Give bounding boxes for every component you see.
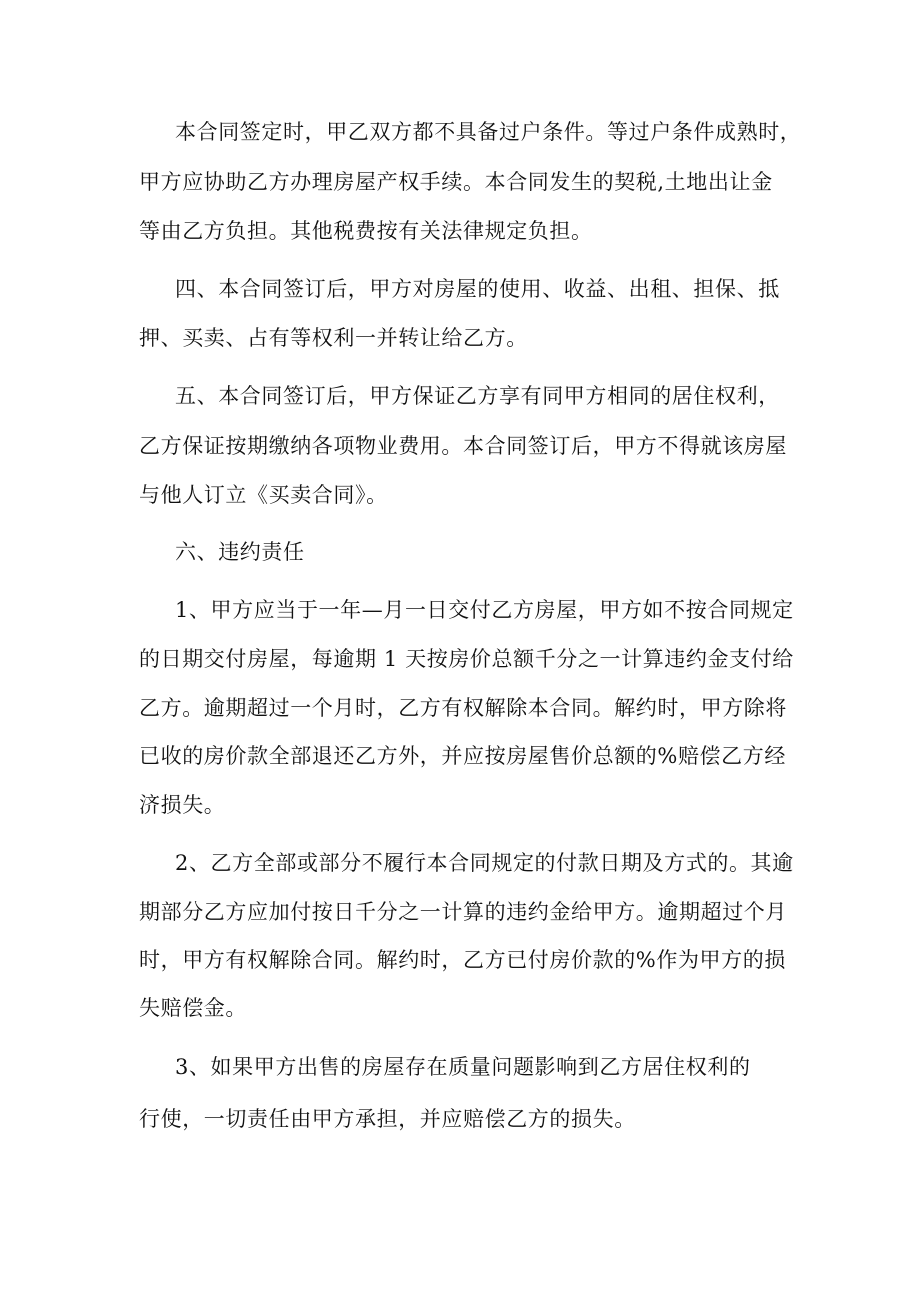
text-line: 甲方应协助乙方办理房屋产权手续。本合同发生的契税,土地出让金 bbox=[139, 170, 773, 194]
text-line: 五、本合同签订后，甲方保证乙方享有同甲方相同的居住权利， bbox=[175, 384, 780, 408]
text-line: 时，甲方有权解除合同。解约时，乙方已付房价款的%作为甲方的损 bbox=[139, 948, 786, 972]
text-line: 乙方。逾期超过一个月时，乙方有权解除本合同。解约时，甲方除将 bbox=[139, 696, 787, 720]
text-line: 济损失。 bbox=[139, 793, 226, 817]
text-line: 失赔偿金。 bbox=[139, 996, 247, 1020]
text-line: 四、本合同签订后，甲方对房屋的使用、收益、出租、担保、抵 bbox=[175, 277, 780, 301]
text-line: 3、如果甲方出售的房屋存在质量问题影响到乙方居住权利的 bbox=[175, 1055, 751, 1079]
text-line: 行使，一切责任由甲方承担，并应赔偿乙方的损失。 bbox=[139, 1107, 636, 1131]
text-line: 已收的房价款全部退还乙方外，并应按房屋售价总额的%赔偿乙方经 bbox=[139, 744, 786, 768]
text-line: 本合同签定时，甲乙双方都不具备过户条件。等过户条件成熟时， bbox=[175, 120, 802, 144]
text-line: 押、买卖、占有等权利一并转让给乙方。 bbox=[139, 326, 528, 350]
text-line: 1、甲方应当于一年—月一日交付乙方房屋，甲方如不按合同规定 bbox=[175, 598, 794, 622]
text-line: 的日期交付房屋，每逾期 1 天按房价总额千分之一计算违约金支付给 bbox=[139, 647, 794, 671]
text-line: 与他人订立《买卖合同》。 bbox=[139, 483, 388, 507]
text-line: 2、乙方全部或部分不履行本合同规定的付款日期及方式的。其逾 bbox=[175, 851, 794, 875]
text-line: 期部分乙方应加付按日千分之一计算的违约金给甲方。逾期超过个月 bbox=[139, 900, 787, 924]
text-line: 乙方保证按期缴纳各项物业费用。本合同签订后，甲方不得就该房屋 bbox=[139, 434, 787, 458]
text-line: 等由乙方负担。其他税费按有关法律规定负担。 bbox=[139, 219, 593, 243]
section-heading: 六、违约责任 bbox=[175, 540, 305, 564]
